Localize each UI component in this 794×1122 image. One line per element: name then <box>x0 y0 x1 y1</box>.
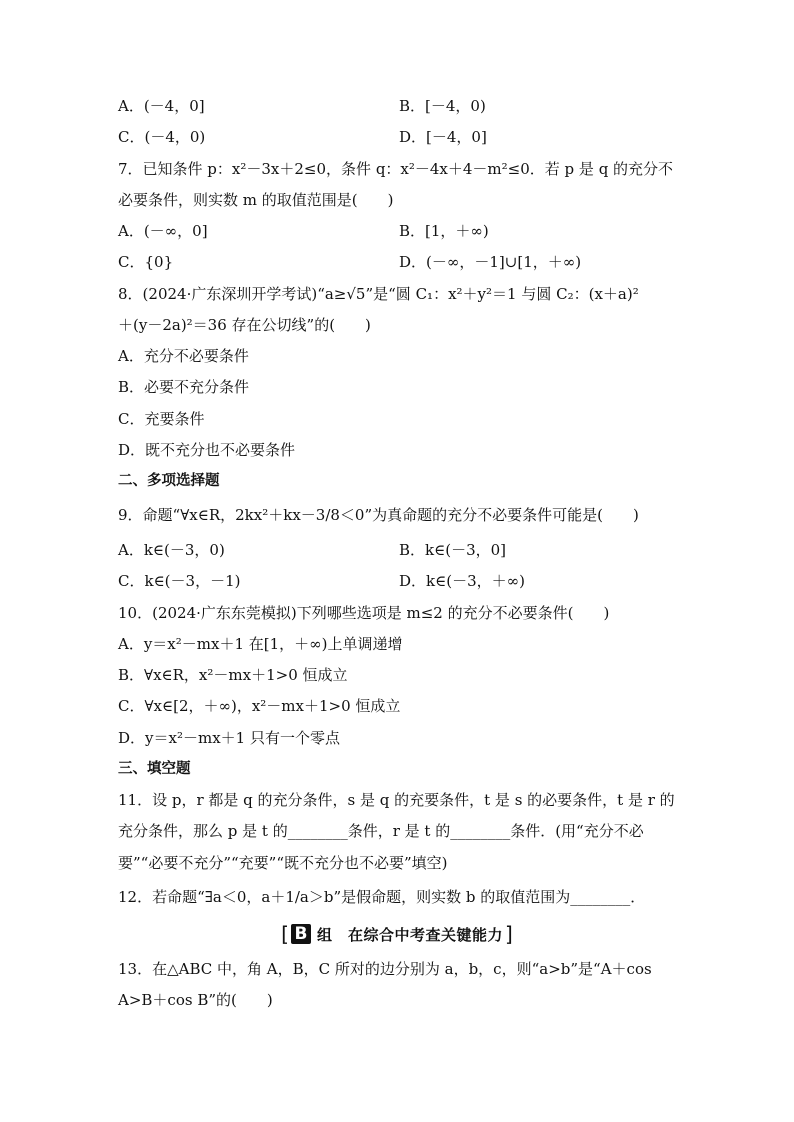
question-9: 9．命题“∀x∈R，2kx²＋kx－3/8＜0”为真命题的充分不必要条件可能是( ) <box>118 506 639 524</box>
option-line: A．k∈(－3，0) <box>118 541 225 559</box>
option-line: B．必要不充分条件 <box>118 378 250 396</box>
question-10: 10．(2024·广东东莞模拟)下列哪些选项是 m≤2 的充分不必要条件( ) <box>118 604 610 622</box>
group-b-badge-icon: B <box>291 924 311 944</box>
section-heading: 二、多项选择题 <box>118 473 220 489</box>
question-7: 7．已知条件 p：x²－3x＋2≤0，条件 q：x²－4x＋4－m²≤0．若 p 是 q 的充分不 <box>118 160 674 178</box>
option-line: A．y＝x²－mx＋1 在[1，＋∞)上单调递增 <box>118 635 403 653</box>
banner-title: 组 在综合中考查关键能力 <box>316 925 503 944</box>
question-12: 12．若命题“∃a＜0，a＋1/a＞b”是假命题，则实数 b 的取值范围为________． <box>118 888 646 906</box>
option-line: C．{0} <box>118 253 174 271</box>
option-line: D．[－4，0] <box>399 128 487 146</box>
option-line: C．k∈(－3，－1) <box>118 572 241 590</box>
question-text: 必要条件，则实数 m 的取值范围是( ) <box>118 191 394 209</box>
right-bracket: ] <box>505 922 513 946</box>
question-text: 充分条件，那么 p 是 t 的________条件，r 是 t 的________条件．(用“充分不必 <box>118 822 644 840</box>
option-line: C．充要条件 <box>118 410 205 428</box>
question-text: ＋(y－2a)²＝36 存在公切线”的( ) <box>118 316 371 334</box>
question-text: A>B＋cos B”的( ) <box>118 991 273 1009</box>
option-line: A．(－∞，0] <box>118 222 208 240</box>
question-8: 8．(2024·广东深圳开学考试)“a≥√5”是“圆 C₁：x²＋y²＝1 与圆 C₂：(x＋a)² <box>118 285 639 303</box>
option-line: D．(－∞，－1]∪[1，＋∞) <box>399 253 582 271</box>
group-b-banner <box>0 922 794 948</box>
option-line: D．y＝x²－mx＋1 只有一个零点 <box>118 729 340 747</box>
option-line: B．∀x∈R，x²－mx＋1>0 恒成立 <box>118 666 348 684</box>
option-line: A．充分不必要条件 <box>118 347 249 365</box>
question-text: 要”“必要不充分”“充要”“既不充分也不必要”填空) <box>118 854 448 872</box>
option-line: B．k∈(－3，0] <box>399 541 507 559</box>
option-line: B．[－4，0) <box>399 97 486 115</box>
question-13: 13．在△ABC 中，角 A，B，C 所对的边分别为 a，b，c，则“a>b”是“A＋cos <box>118 960 652 978</box>
question-11: 11．设 p，r 都是 q 的充分条件，s 是 q 的充要条件，t 是 s 的必要条件，t 是 r 的 <box>118 791 675 809</box>
option-line: B．[1，＋∞) <box>399 222 489 240</box>
option-line: D．k∈(－3，＋∞) <box>399 572 525 590</box>
option-line: C．(－4，0) <box>118 128 206 146</box>
left-bracket: [ <box>281 922 289 946</box>
option-line: C．∀x∈[2，＋∞)，x²－mx＋1>0 恒成立 <box>118 697 401 715</box>
section-heading: 三、填空题 <box>118 761 191 777</box>
option-line: D．既不充分也不必要条件 <box>118 441 296 459</box>
option-line: A．(－4，0] <box>118 97 205 115</box>
